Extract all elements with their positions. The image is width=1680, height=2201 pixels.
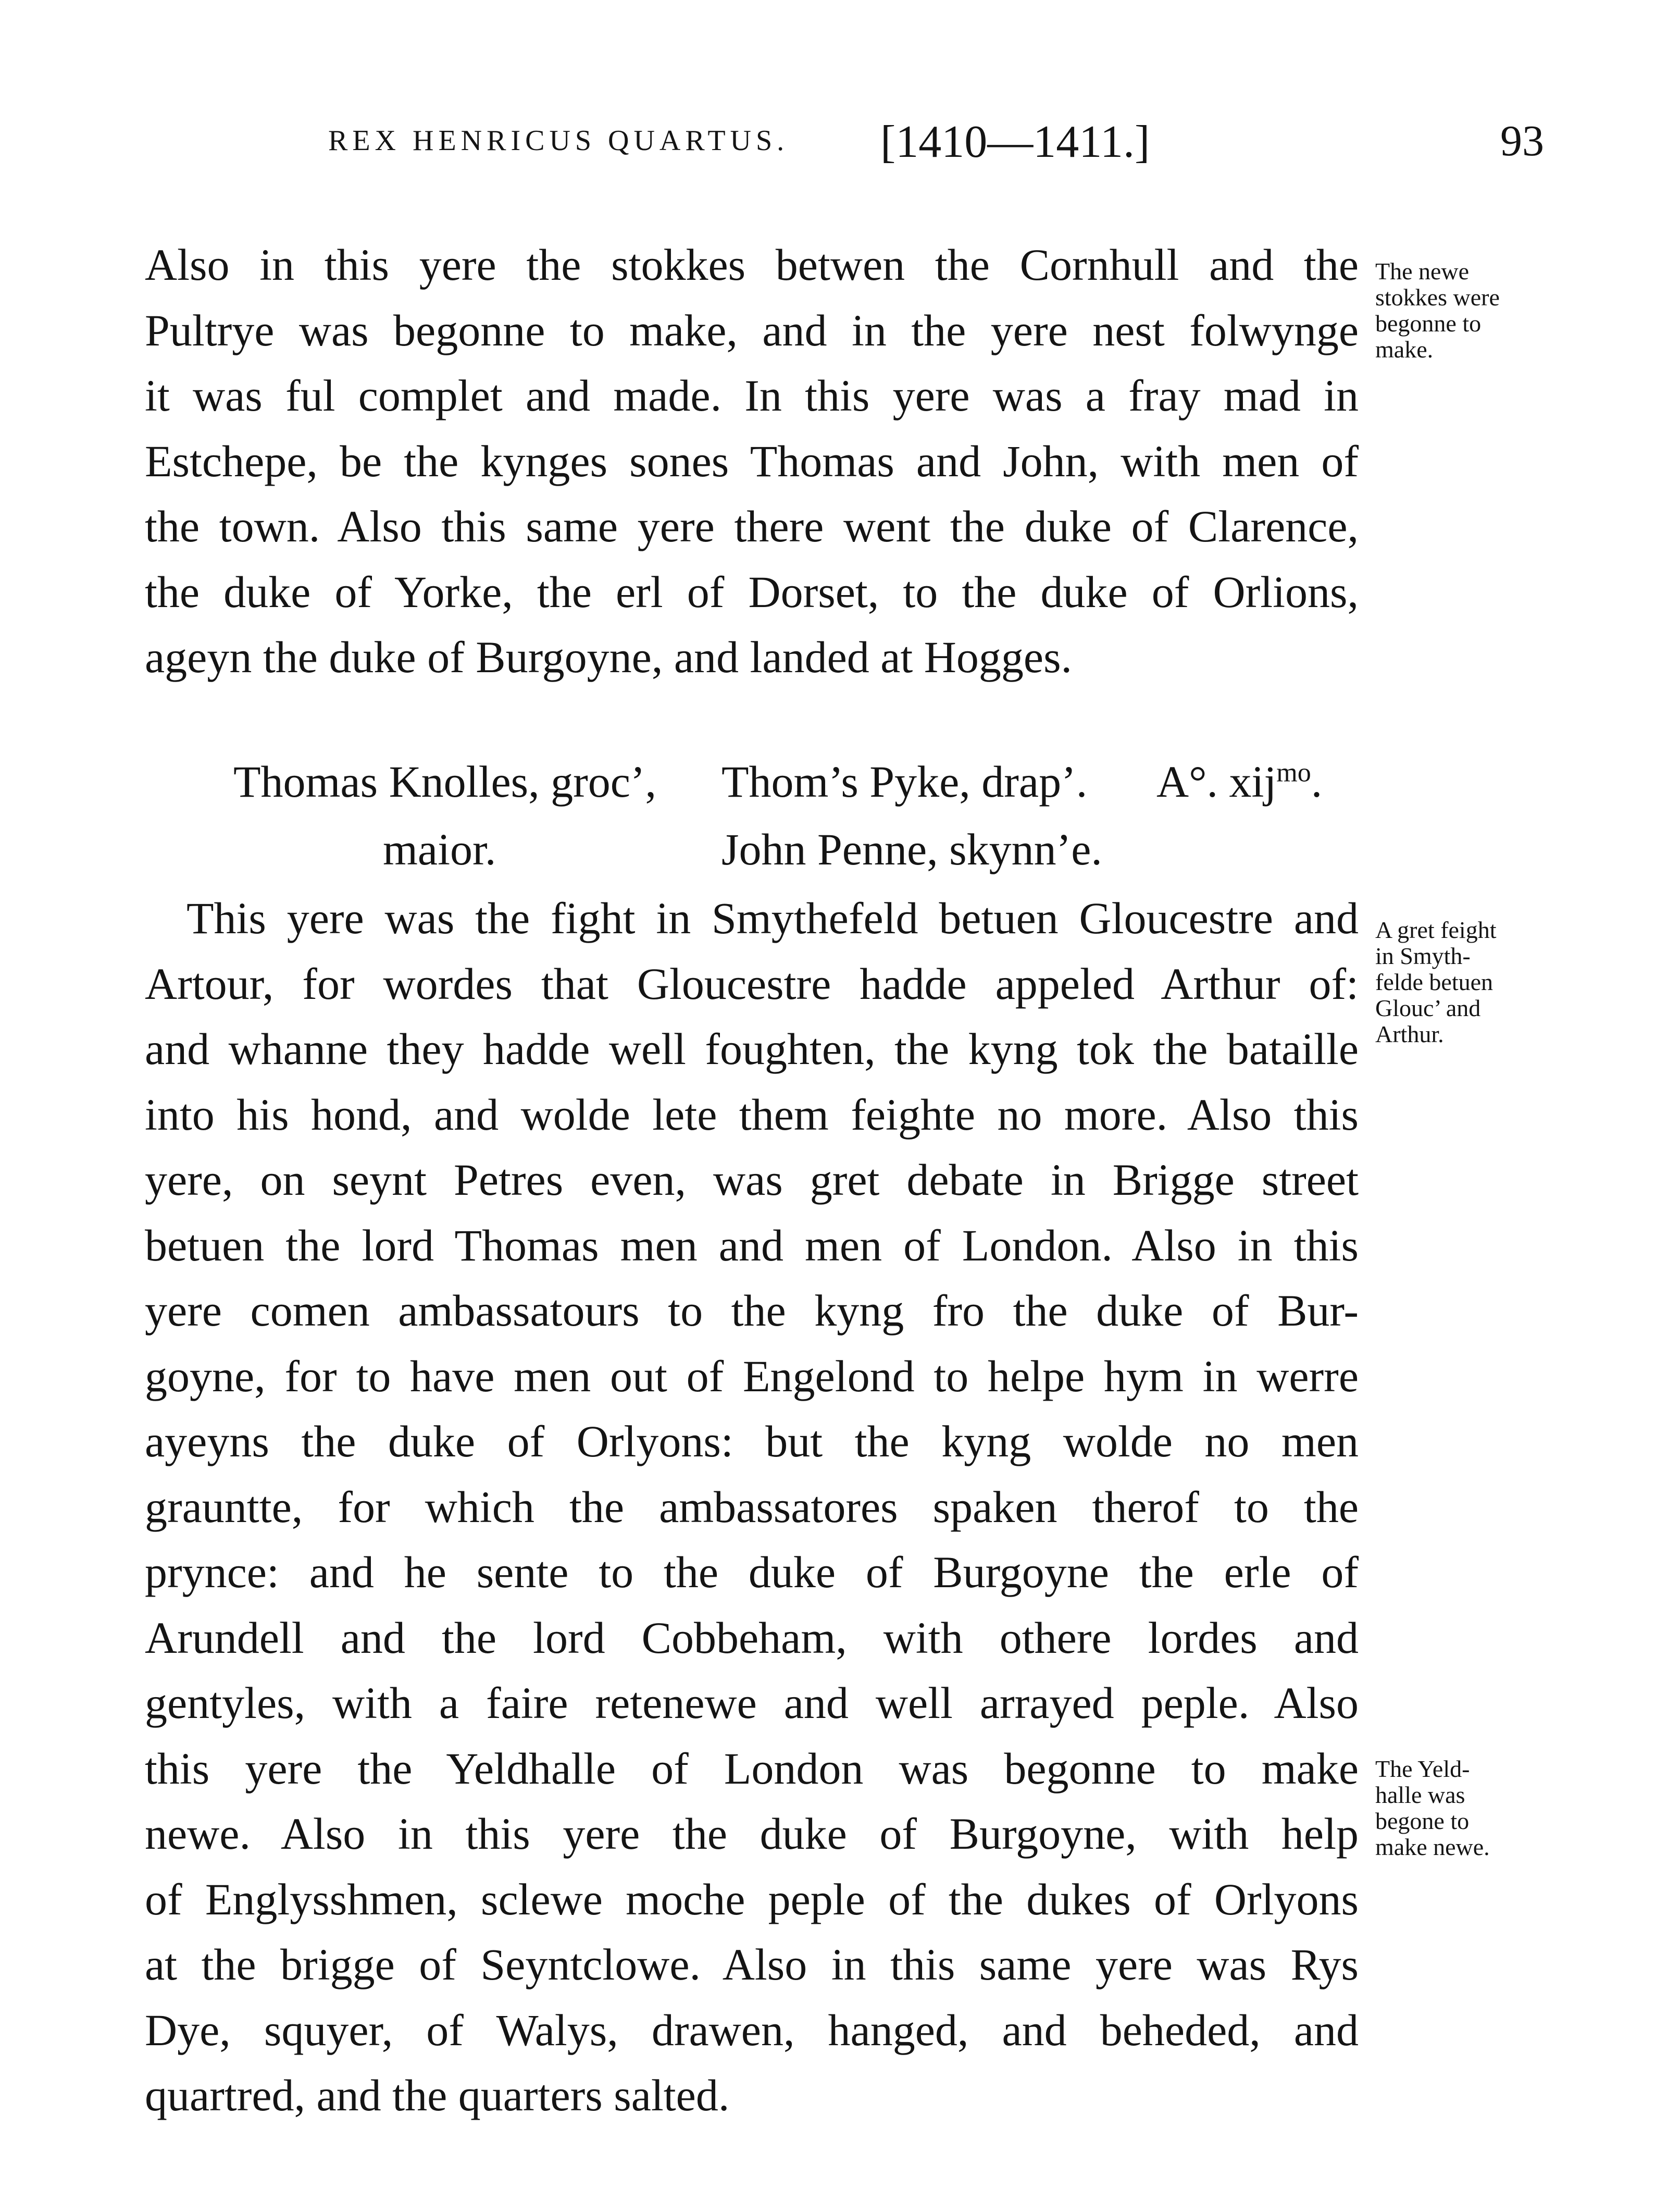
regnal-year-superscript: mo — [1276, 758, 1311, 788]
margin-note-line: halle was — [1375, 1782, 1465, 1808]
text-line: it was ful complet and made. In this yere was a fray mad in — [145, 370, 1359, 421]
margin-note-line: make newe. — [1375, 1834, 1490, 1860]
regnal-year-end: . — [1311, 757, 1323, 807]
margin-note-line: The newe — [1375, 258, 1470, 285]
text-line: Arundell and the lord Cobbeham, with othere lordes and — [145, 1612, 1359, 1663]
page-number: 93 — [1500, 117, 1544, 165]
text-line: Estchepe, be the kynges sones Thomas and John, with men of — [145, 436, 1359, 486]
margin-note-line: Glouc’ and — [1375, 995, 1481, 1021]
running-years: [1410—1411.] — [880, 117, 1150, 167]
text-line: grauntte, for which the ambassatores spaken therof to the — [145, 1481, 1359, 1532]
text-line: Also in this yere the stokkes betwen the Cornhull and the — [145, 240, 1359, 290]
sheriff-two: John Penne, skynn’e. — [721, 824, 1102, 874]
sheriff-one: Thom’s Pyke, drap’. — [721, 757, 1088, 807]
margin-note-line: begonne to — [1375, 310, 1482, 337]
mayor-name: Thomas Knolles, groc’, — [233, 757, 657, 807]
text-line: prynce: and he sente to the duke of Burgoyne the erle of — [145, 1547, 1359, 1597]
margin-note-line: A gret feight — [1375, 917, 1497, 943]
margin-note-line: in Smyth- — [1375, 943, 1471, 969]
margin-note-feight — [1375, 917, 1547, 1047]
running-title: REX HENRICUS QUARTUS. — [328, 125, 789, 157]
margin-note-line: The Yeld- — [1375, 1755, 1470, 1782]
paragraph-events — [145, 886, 1359, 2129]
text-line: gentyles, with a faire retenewe and well arrayed peple. Also — [145, 1678, 1359, 1728]
margin-note-stokkes — [1375, 258, 1547, 363]
margin-note-line: begone to — [1375, 1808, 1470, 1834]
margin-note-line: stokkes were — [1375, 284, 1500, 311]
text-line: goyne, for to have men out of Engelond to helpe hym in werre — [145, 1351, 1359, 1401]
text-line: yere, on seynt Petres even, was gret debate in Brigge street — [145, 1155, 1359, 1205]
regnal-year — [1156, 756, 1322, 808]
mayor-title: maior. — [383, 824, 496, 874]
text-line: Dye, squyer, of Walys, drawen, hanged, and beheded, and — [145, 2005, 1359, 2055]
paragraph-stokkes — [145, 232, 1359, 690]
regnal-year-text: A°. xij — [1156, 757, 1277, 807]
margin-note-line: felde betuen — [1375, 969, 1494, 995]
text-line: Pultrye was begonne to make, and in the yere nest folwynge — [145, 305, 1359, 355]
margin-note-yeldhalle — [1375, 1756, 1547, 1860]
text-line: of Englysshmen, sclewe moche peple of the dukes of Orlyons — [145, 1874, 1359, 1924]
margin-note-line: make. — [1375, 336, 1434, 363]
text-line: quartred, and the quarters salted. — [145, 2070, 730, 2120]
text-line: this yere the Yeldhalle of London was begonne to make — [145, 1743, 1359, 1794]
text-line: ayeyns the duke of Orlyons: but the kyng wolde no men — [145, 1416, 1359, 1466]
text-line: yere comen ambassatours to the kyng fro the duke of Bur- — [145, 1285, 1359, 1336]
text-line: into his hond, and wolde lete them feighte no more. Also this — [145, 1089, 1359, 1140]
text-line: betuen the lord Thomas men and men of London. Also in this — [145, 1220, 1359, 1270]
margin-note-line: Arthur. — [1375, 1021, 1444, 1047]
text-line: the town. Also this same yere there went the duke of Clarence, — [145, 501, 1359, 551]
text-line: the duke of Yorke, the erl of Dorset, to the duke of Orlions, — [145, 566, 1359, 617]
text-line: at the brigge of Seyntclowe. Also in this same yere was Rys — [145, 1939, 1359, 1989]
text-line: Artour, for wordes that Gloucestre hadde appeled Arthur of: — [145, 958, 1359, 1009]
text-line: and whanne they hadde well foughten, the kyng tok the bataille — [145, 1024, 1359, 1074]
text-line: newe. Also in this yere the duke of Burgoyne, with help — [145, 1809, 1359, 1859]
text-line: This yere was the fight in Smythefeld betuen Gloucestre and — [186, 893, 1359, 943]
text-line: ageyn the duke of Burgoyne, and landed at Hogges. — [145, 632, 1073, 682]
